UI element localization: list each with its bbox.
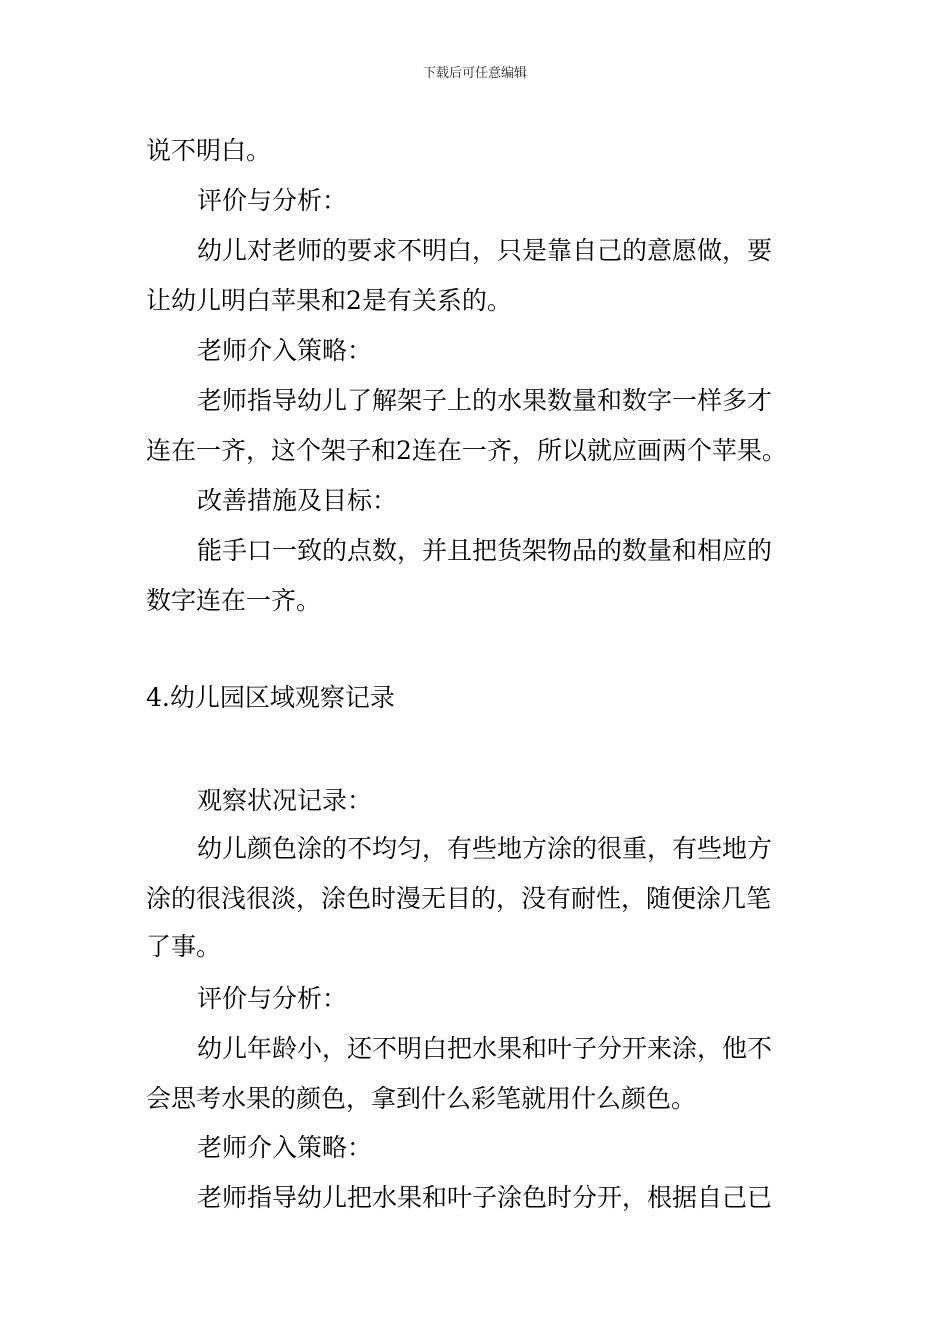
paragraph-line: 老师指导幼儿了解架子上的水果数量和数字一样多才 xyxy=(197,386,773,415)
paragraph-line: 幼儿对老师的要求不明白，只是靠自己的意愿做，要 xyxy=(197,236,773,265)
paragraph-line: 涂的很浅很淡，涂色时漫无目的，没有耐性，随便涂几笔 xyxy=(146,884,772,913)
paragraph-line: 能手口一致的点数，并且把货架物品的数量和相应的 xyxy=(197,536,773,565)
page-header: 下载后可任意编辑 xyxy=(422,66,527,81)
paragraph-line: 老师指导幼儿把水果和叶子涂色时分开，根据自己已 xyxy=(197,1183,773,1212)
paragraph-line: 了事。 xyxy=(146,932,222,961)
section-title: 4.幼儿园区域观察记录 xyxy=(146,683,395,712)
section-heading-improvement: 改善措施及目标： xyxy=(197,486,398,515)
paragraph-line: 幼儿颜色涂的不均匀，有些地方涂的很重，有些地方 xyxy=(197,834,773,863)
section-heading-observation: 观察状况记录： xyxy=(197,786,373,815)
section-heading-evaluation: 评价与分析： xyxy=(197,984,348,1013)
paragraph-line: 数字连在一齐。 xyxy=(146,586,322,615)
section-heading-evaluation: 评价与分析： xyxy=(197,186,348,215)
section-heading-strategy: 老师介入策略： xyxy=(197,1133,373,1162)
paragraph-line: 幼儿年龄小，还不明白把水果和叶子分开来涂，他不 xyxy=(197,1034,773,1063)
paragraph-line: 让幼儿明白苹果和2是有关系的。 xyxy=(146,286,512,315)
text-line: 说不明白。 xyxy=(146,136,272,165)
section-heading-strategy: 老师介入策略： xyxy=(197,336,373,365)
paragraph-line: 会思考水果的颜色，拿到什么彩笔就用什么颜色。 xyxy=(146,1084,697,1113)
paragraph-line: 连在一齐，这个架子和2连在一齐，所以就应画两个苹果。 xyxy=(146,436,787,465)
